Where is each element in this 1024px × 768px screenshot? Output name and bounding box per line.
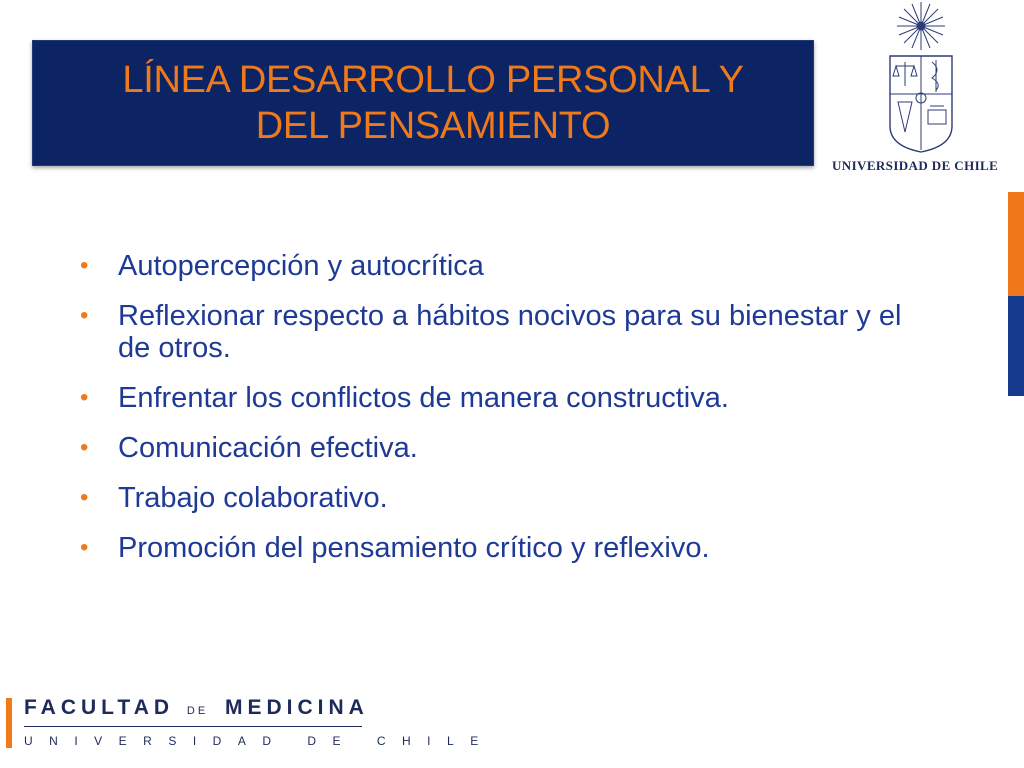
bullet-item [78,382,938,414]
university-crest-icon [880,0,962,155]
slide-title [63,57,803,149]
bullet-item [78,482,938,514]
bullet-marker: • [80,484,89,511]
bullet-text: Promoción del pensamiento crítico y reflexivo. [118,532,710,564]
footer-accent-bar [6,698,12,748]
slide-title-line-1: LÍNEA DESARROLLO PERSONAL Y [122,59,744,101]
bullet-text: Reflexionar respecto a hábitos nocivos para su bienestar y el de otros. [118,300,902,364]
bullet-marker: • [80,534,89,561]
bullet-item [78,250,938,282]
bullet-list [78,250,938,582]
faculty-logo-text [24,696,369,720]
medicine-word: MEDICINA [225,696,369,719]
bullet-marker: • [80,434,89,461]
side-accent-orange [1008,192,1024,296]
faculty-connector: DE [186,705,209,717]
bullet-item [78,300,938,364]
slide-title-line-2: DEL PENSAMIENTO [255,105,611,147]
bullet-text: Enfrentar los conflictos de manera constructiva. [118,382,729,414]
footer-university-line: UNIVERSIDAD DE CHILE [24,734,495,748]
university-label: UNIVERSIDAD DE CHILE [832,158,999,173]
bullet-marker: • [80,384,89,411]
side-accent-blue [1008,296,1024,396]
bullet-item [78,532,938,564]
faculty-word: FACULTAD [24,696,175,719]
bullet-marker: • [80,302,89,329]
bullet-marker: • [80,252,89,279]
bullet-text: Autopercepción y autocrítica [118,250,484,282]
bullet-text: Comunicación efectiva. [118,432,418,464]
footer-divider [24,726,362,727]
bullet-item [78,432,938,464]
title-box [32,40,814,166]
bullet-text: Trabajo colaborativo. [118,482,388,514]
